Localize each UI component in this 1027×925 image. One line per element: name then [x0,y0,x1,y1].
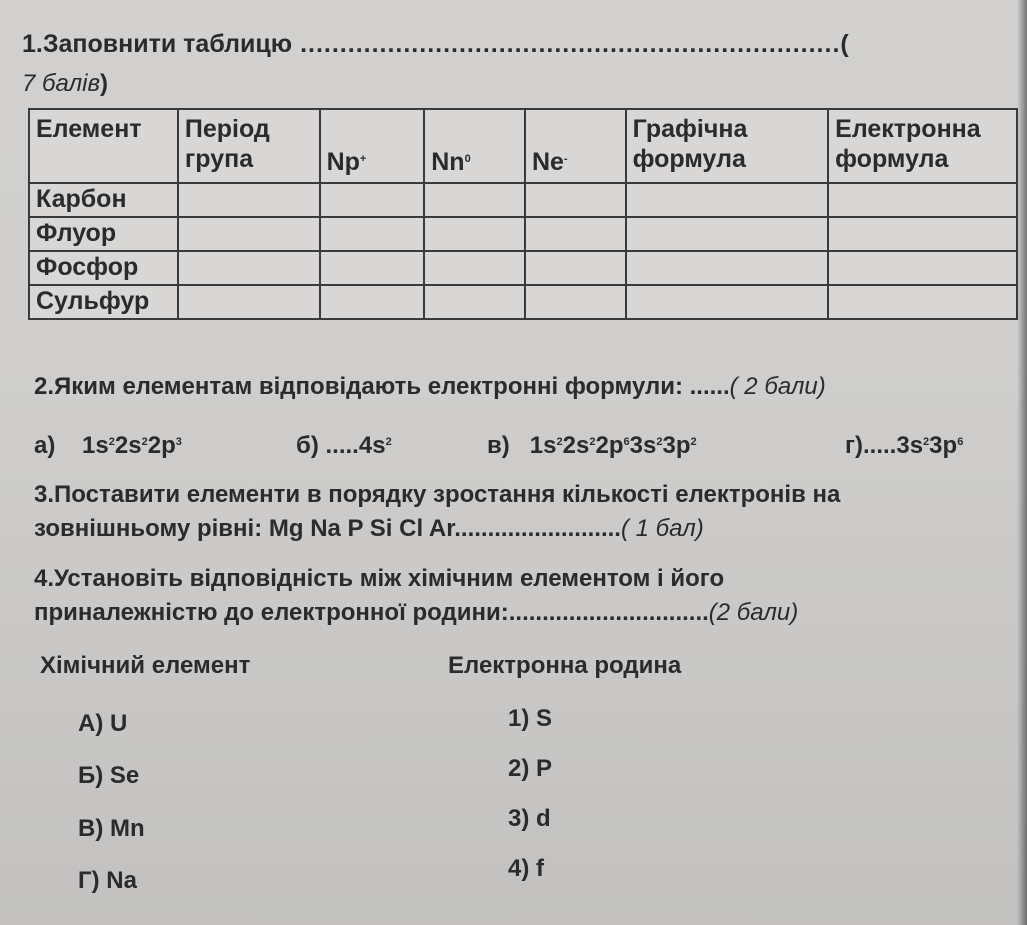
element-table [28,108,1018,320]
question-4-points: (2 бали) [708,599,799,626]
header-neutrons: Nn$^0$ [424,109,525,183]
screen-edge [1017,0,1027,925]
row-element-name: Карбон [29,183,178,217]
list-item-family: 2) P [508,755,553,782]
cell-protons[interactable] [320,217,425,251]
cell-neutrons[interactable] [424,183,525,217]
column-chemical-element: Хімічний елемент [40,652,251,679]
formula-g: $г).....3s^23p^6$ [845,432,964,459]
question-3 [34,478,840,546]
header-electronic-formula: Електронна формула [828,109,1017,183]
question-2-text: 2.Яким елементам відповідають електронні формули: ...... [34,373,730,400]
question-1-points-text: 7 балів [22,70,100,97]
header-protons: Np+ [320,109,425,183]
cell-electronic-formula[interactable] [828,217,1017,251]
header-electrons: Ne- [525,109,626,183]
list-item-element: В) Mn [78,815,145,842]
question-3-line-2: зовнішньому рівні: Mg Na P Si Cl Ar.........................( 1 бал) [34,515,704,542]
cell-period[interactable] [178,251,320,285]
cell-neutrons[interactable] [424,285,525,319]
cell-graphic-formula[interactable] [626,217,829,251]
cell-graphic-formula[interactable] [626,183,829,217]
question-1-title [22,30,849,59]
table-row [29,285,1017,319]
cell-neutrons[interactable] [424,217,525,251]
cell-protons[interactable] [320,285,425,319]
question-3-line-1: 3.Поставити елементи в порядку зростання кількості електронів на [34,481,841,508]
cell-graphic-formula[interactable] [626,285,829,319]
list-item-element: Б) Se [78,762,140,789]
column-electron-family: Електронна родина [448,652,682,679]
list-item-family: 3) d [508,805,551,832]
cell-period[interactable] [178,217,320,251]
cell-electrons[interactable] [525,217,626,251]
question-2-points: ( 2 бали) [729,373,826,400]
formula-b: б) $.....4s^2$ [296,432,392,459]
cell-period[interactable] [178,285,320,319]
header-graphic-formula: Графічна формула [626,109,829,183]
cell-protons[interactable] [320,251,425,285]
formula-v: в) $1s^22s^22p^63s^23p^2$ [487,432,697,459]
question-3-points: ( 1 бал) [620,515,704,542]
header-period-group: Період група [178,109,320,183]
table-row [29,251,1017,285]
question-4-line-1: 4.Установіть відповідність між хімічним елементом і його [34,565,725,592]
formula-a: а) $1s^22s^22p^3$ [34,432,182,459]
table-row [29,183,1017,217]
row-element-name: Фосфор [29,251,178,285]
cell-protons[interactable] [320,183,425,217]
cell-neutrons[interactable] [424,251,525,285]
list-item-element: Г) Na [78,867,137,894]
cell-electrons[interactable] [525,183,626,217]
list-item-element: А) U [78,710,128,737]
cell-electronic-formula[interactable] [828,251,1017,285]
cell-electrons[interactable] [525,285,626,319]
cell-graphic-formula[interactable] [626,251,829,285]
question-1-points [22,70,108,98]
question-4 [34,562,798,630]
question-1-close-paren: ) [100,70,108,97]
list-item-family: 4) f [508,855,544,882]
cell-electronic-formula[interactable] [828,285,1017,319]
question-4-line-2: приналежністю до електронної родини:..............................(2 бали) [34,599,799,626]
question-1-text: 1.Заповнити таблицю [22,30,293,58]
cell-electrons[interactable] [525,251,626,285]
table-row [29,217,1017,251]
cell-period[interactable] [178,183,320,217]
cell-electronic-formula[interactable] [828,183,1017,217]
row-element-name: Сульфур [29,285,178,319]
question-2-title [34,373,826,401]
question-1-dots: .................................................................... [292,30,841,58]
row-element-name: Флуор [29,217,178,251]
list-item-family: 1) S [508,705,553,732]
header-element: Елемент [29,109,178,183]
question-1-open-paren: ( [840,30,849,58]
table-header-row [29,109,1017,183]
